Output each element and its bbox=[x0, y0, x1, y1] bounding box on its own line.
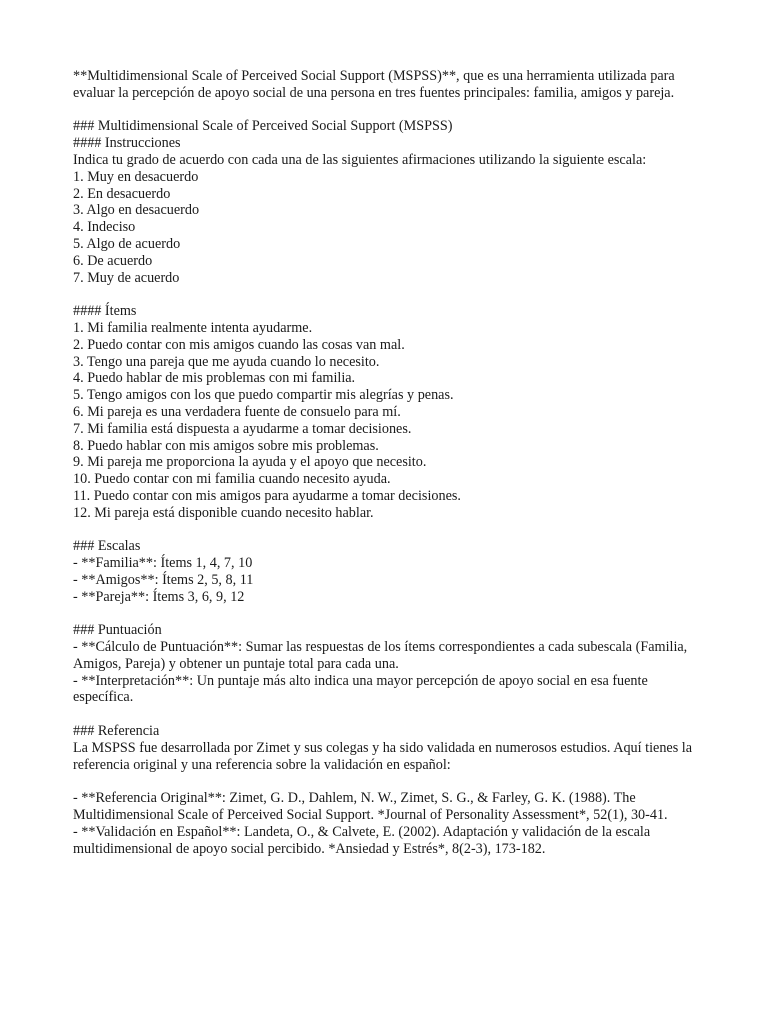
item-statement: 3. Tengo una pareja que me ayuda cuando lo necesito. bbox=[73, 353, 380, 370]
subscale-entry: - **Amigos**: Ítems 2, 5, 8, 11 bbox=[73, 571, 254, 588]
item-statement: 8. Puedo hablar con mis amigos sobre mis problemas. bbox=[73, 437, 379, 454]
scale-option: 4. Indeciso bbox=[73, 219, 136, 236]
item-statement: 2. Puedo contar con mis amigos cuando las cosas van mal. bbox=[73, 336, 405, 353]
item-statement: 12. Mi pareja está disponible cuando necesito hablar. bbox=[73, 504, 374, 521]
item-statement: 7. Mi familia está dispuesta a ayudarme a tomar decisiones. bbox=[73, 420, 412, 437]
spacer bbox=[73, 706, 703, 723]
scoring-interpretation: - **Interpretación**: Un puntaje más alto indica una mayor percepción de apoyo social en esa fuente específica. bbox=[73, 672, 652, 706]
item-statement: 6. Mi pareja es una verdadera fuente de consuelo para mí. bbox=[73, 403, 401, 420]
scale-option: 1. Muy en desacuerdo bbox=[73, 168, 199, 185]
item-statement: 4. Puedo hablar de mis problemas con mi familia. bbox=[73, 370, 356, 387]
intro-paragraph: **Multidimensional Scale of Perceived Social Support (MSPSS)**, que es una herramienta utilizada para evaluar la percepción de apoyo social de una persona en tres fuentes principales: familia, amigos y pareja. bbox=[73, 68, 679, 101]
reference-text: La MSPSS fue desarrollada por Zimet y sus colegas y ha sido validada en numerosos estudios. Aquí tienes la referencia original y una referencia sobre la validación en español: bbox=[73, 739, 696, 773]
scale-option: 7. Muy de acuerdo bbox=[73, 269, 180, 286]
scale-option: 5. Algo de acuerdo bbox=[73, 235, 181, 252]
document-title: ### Multidimensional Scale of Perceived Social Support (MSPSS) bbox=[73, 118, 453, 135]
subscale-entry: - **Familia**: Ítems 1, 4, 7, 10 bbox=[73, 555, 253, 572]
spacer bbox=[73, 102, 703, 119]
spacer bbox=[73, 773, 703, 790]
instructions-heading: #### Instrucciones bbox=[73, 135, 181, 152]
item-statement: 11. Puedo contar con mis amigos para ayudarme a tomar decisiones. bbox=[73, 487, 461, 504]
scoring-calculation: - **Cálculo de Puntuación**: Sumar las respuestas de los ítems correspondientes a cada subescala (Familia, Amigos, Pareja) y obtener un puntaje total para cada una. bbox=[73, 639, 690, 672]
reference-original: - **Referencia Original**: Zimet, G. D., Dahlem, N. W., Zimet, S. G., & Farley, G. K. (1988). The Multidimensional Scale of Perceived Social Support. *Journal of Personality Assessment*, 52(1), 30-41. bbox=[73, 790, 668, 824]
spacer bbox=[73, 286, 703, 303]
item-statement: 9. Mi pareja me proporciona la ayuda y el apoyo que necesito. bbox=[73, 454, 427, 471]
scale-option: 2. En desacuerdo bbox=[73, 185, 171, 202]
reference-spanish-validation: - **Validación en Español**: Landeta, O., & Calvete, E. (2002). Adaptación y validación de la escala multidimensional de apoyo social percibido. *Ansiedad y Estrés*, 8(2-3), 173-182. bbox=[73, 823, 654, 857]
item-statement: 1. Mi familia realmente intenta ayudarme. bbox=[73, 319, 313, 336]
document-page bbox=[73, 68, 703, 857]
instructions-text: Indica tu grado de acuerdo con cada una de las siguientes afirmaciones utilizando la siguiente escala: bbox=[73, 151, 647, 168]
subscale-entry: - **Pareja**: Ítems 3, 6, 9, 12 bbox=[73, 588, 245, 605]
item-statement: 5. Tengo amigos con los que puedo compartir mis alegrías y penas. bbox=[73, 387, 454, 404]
items-heading: #### Ítems bbox=[73, 303, 137, 320]
spacer bbox=[73, 606, 703, 623]
scoring-heading: ### Puntuación bbox=[73, 622, 162, 639]
scale-option: 3. Algo en desacuerdo bbox=[73, 202, 200, 219]
scale-option: 6. De acuerdo bbox=[73, 252, 153, 269]
spacer bbox=[73, 522, 703, 539]
item-statement: 10. Puedo contar con mi familia cuando necesito ayuda. bbox=[73, 471, 391, 488]
scales-heading: ### Escalas bbox=[73, 538, 141, 555]
reference-heading: ### Referencia bbox=[73, 723, 160, 740]
